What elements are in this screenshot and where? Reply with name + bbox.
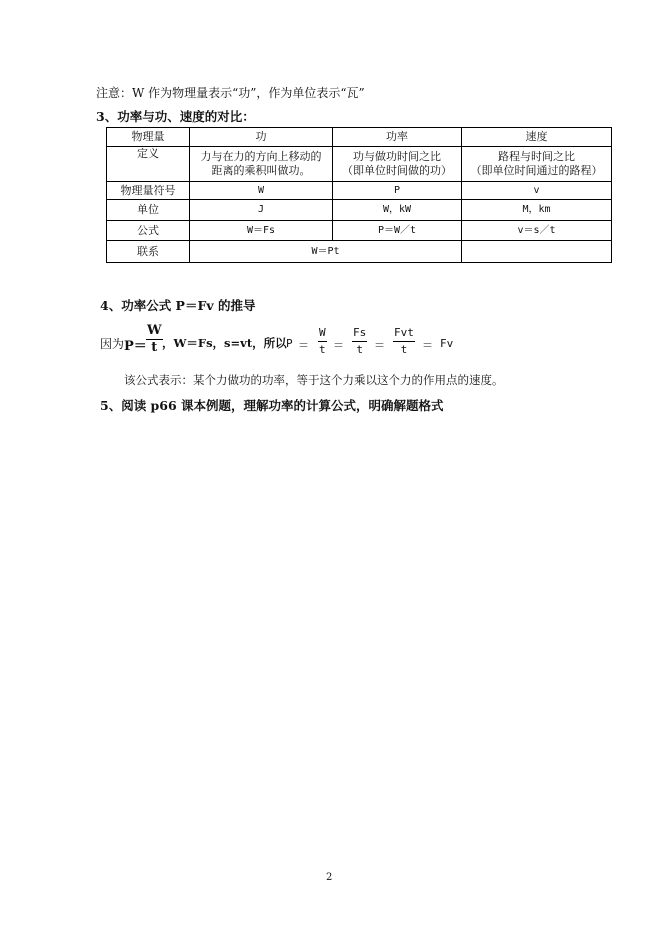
table-row (107, 147, 612, 182)
cell-line: （即单位时间通过的路程） (470, 164, 603, 177)
formula-middle: ，W＝Fs，s=vt，所以 (162, 336, 287, 350)
table-cell (190, 147, 333, 182)
page-number: 2 (326, 872, 333, 883)
fraction-denominator: t (356, 343, 363, 356)
header-cell: 功 (190, 128, 333, 147)
table-row (107, 221, 612, 241)
section-3-heading: 3、功率与功、速度的对比： (96, 109, 255, 124)
table-cell (462, 241, 612, 263)
row-label: 定义 (107, 147, 190, 182)
table-cell: J (190, 200, 333, 221)
fraction-denominator: t (400, 343, 408, 356)
fraction-numerator: Fs (352, 326, 367, 342)
formula-equals: ＝ (422, 339, 433, 352)
cell-line: 距离的乘积叫做功。 (211, 164, 311, 177)
row-label: 单位 (107, 200, 190, 221)
fraction-numerator: W (147, 323, 162, 338)
header-cell: 速度 (462, 128, 612, 147)
table-cell: W (190, 182, 333, 200)
table-row (107, 200, 612, 221)
fraction-w-over-t (146, 324, 163, 355)
row-label: 联系 (107, 241, 190, 263)
table-cell: W，kW (333, 200, 462, 221)
table-row (107, 182, 612, 200)
cell-line: （即单位时间做的功） (342, 164, 452, 177)
table-cell: v (462, 182, 612, 200)
header-cell: 功率 (333, 128, 462, 147)
fraction-w-over-t-2 (318, 326, 327, 357)
formula-result: Fv (440, 337, 454, 350)
note-text: 注意：W 作为物理量表示“功”，作为单位表示“瓦” (96, 86, 365, 100)
fraction-numerator: W (318, 326, 327, 342)
explanation-text: 该公式表示：某个力做功的功率，等于这个力乘以这个力的作用点的速度。 (124, 373, 504, 387)
formula-p: P (286, 337, 293, 350)
row-label: 公式 (107, 221, 190, 241)
fraction-denominator: t (319, 343, 326, 356)
formula-equals: ＝ (374, 339, 385, 352)
table-cell: v＝s／t (462, 221, 612, 241)
fraction-numerator: Fvt (393, 326, 415, 342)
fraction-fvt-over-t (393, 326, 415, 357)
table-cell: P (333, 182, 462, 200)
table-cell (462, 147, 612, 182)
table-cell: P＝W／t (333, 221, 462, 241)
comparison-table (106, 127, 612, 263)
table-header-row (107, 128, 612, 147)
cell-line: 力与在力的方向上移动的 (200, 150, 322, 163)
fraction-fs-over-t (352, 326, 367, 357)
cell-line: 路程与时间之比 (498, 150, 575, 163)
table-row (107, 241, 612, 263)
fraction-denominator: t (151, 340, 158, 355)
section-4-heading: 4、功率公式 P＝Fv 的推导 (100, 298, 256, 313)
formula-equals: ＝ (333, 339, 344, 352)
cell-line: 功与做功时间之比 (353, 150, 441, 163)
formula-prefix: 因为 (100, 337, 125, 351)
formula-equals: ＝ (298, 339, 309, 352)
header-cell: 物理量 (107, 128, 190, 147)
section-5-heading: 5、阅读 p66 课本例题，理解功率的计算公式，明确解题格式 (100, 398, 444, 413)
table-cell (333, 147, 462, 182)
table-cell: W＝Fs (190, 221, 333, 241)
formula-p-equals: P＝ (124, 339, 147, 354)
table-cell: M，km (462, 200, 612, 221)
row-label: 物理量符号 (107, 182, 190, 200)
merged-cell: W＝Pt (190, 241, 462, 263)
